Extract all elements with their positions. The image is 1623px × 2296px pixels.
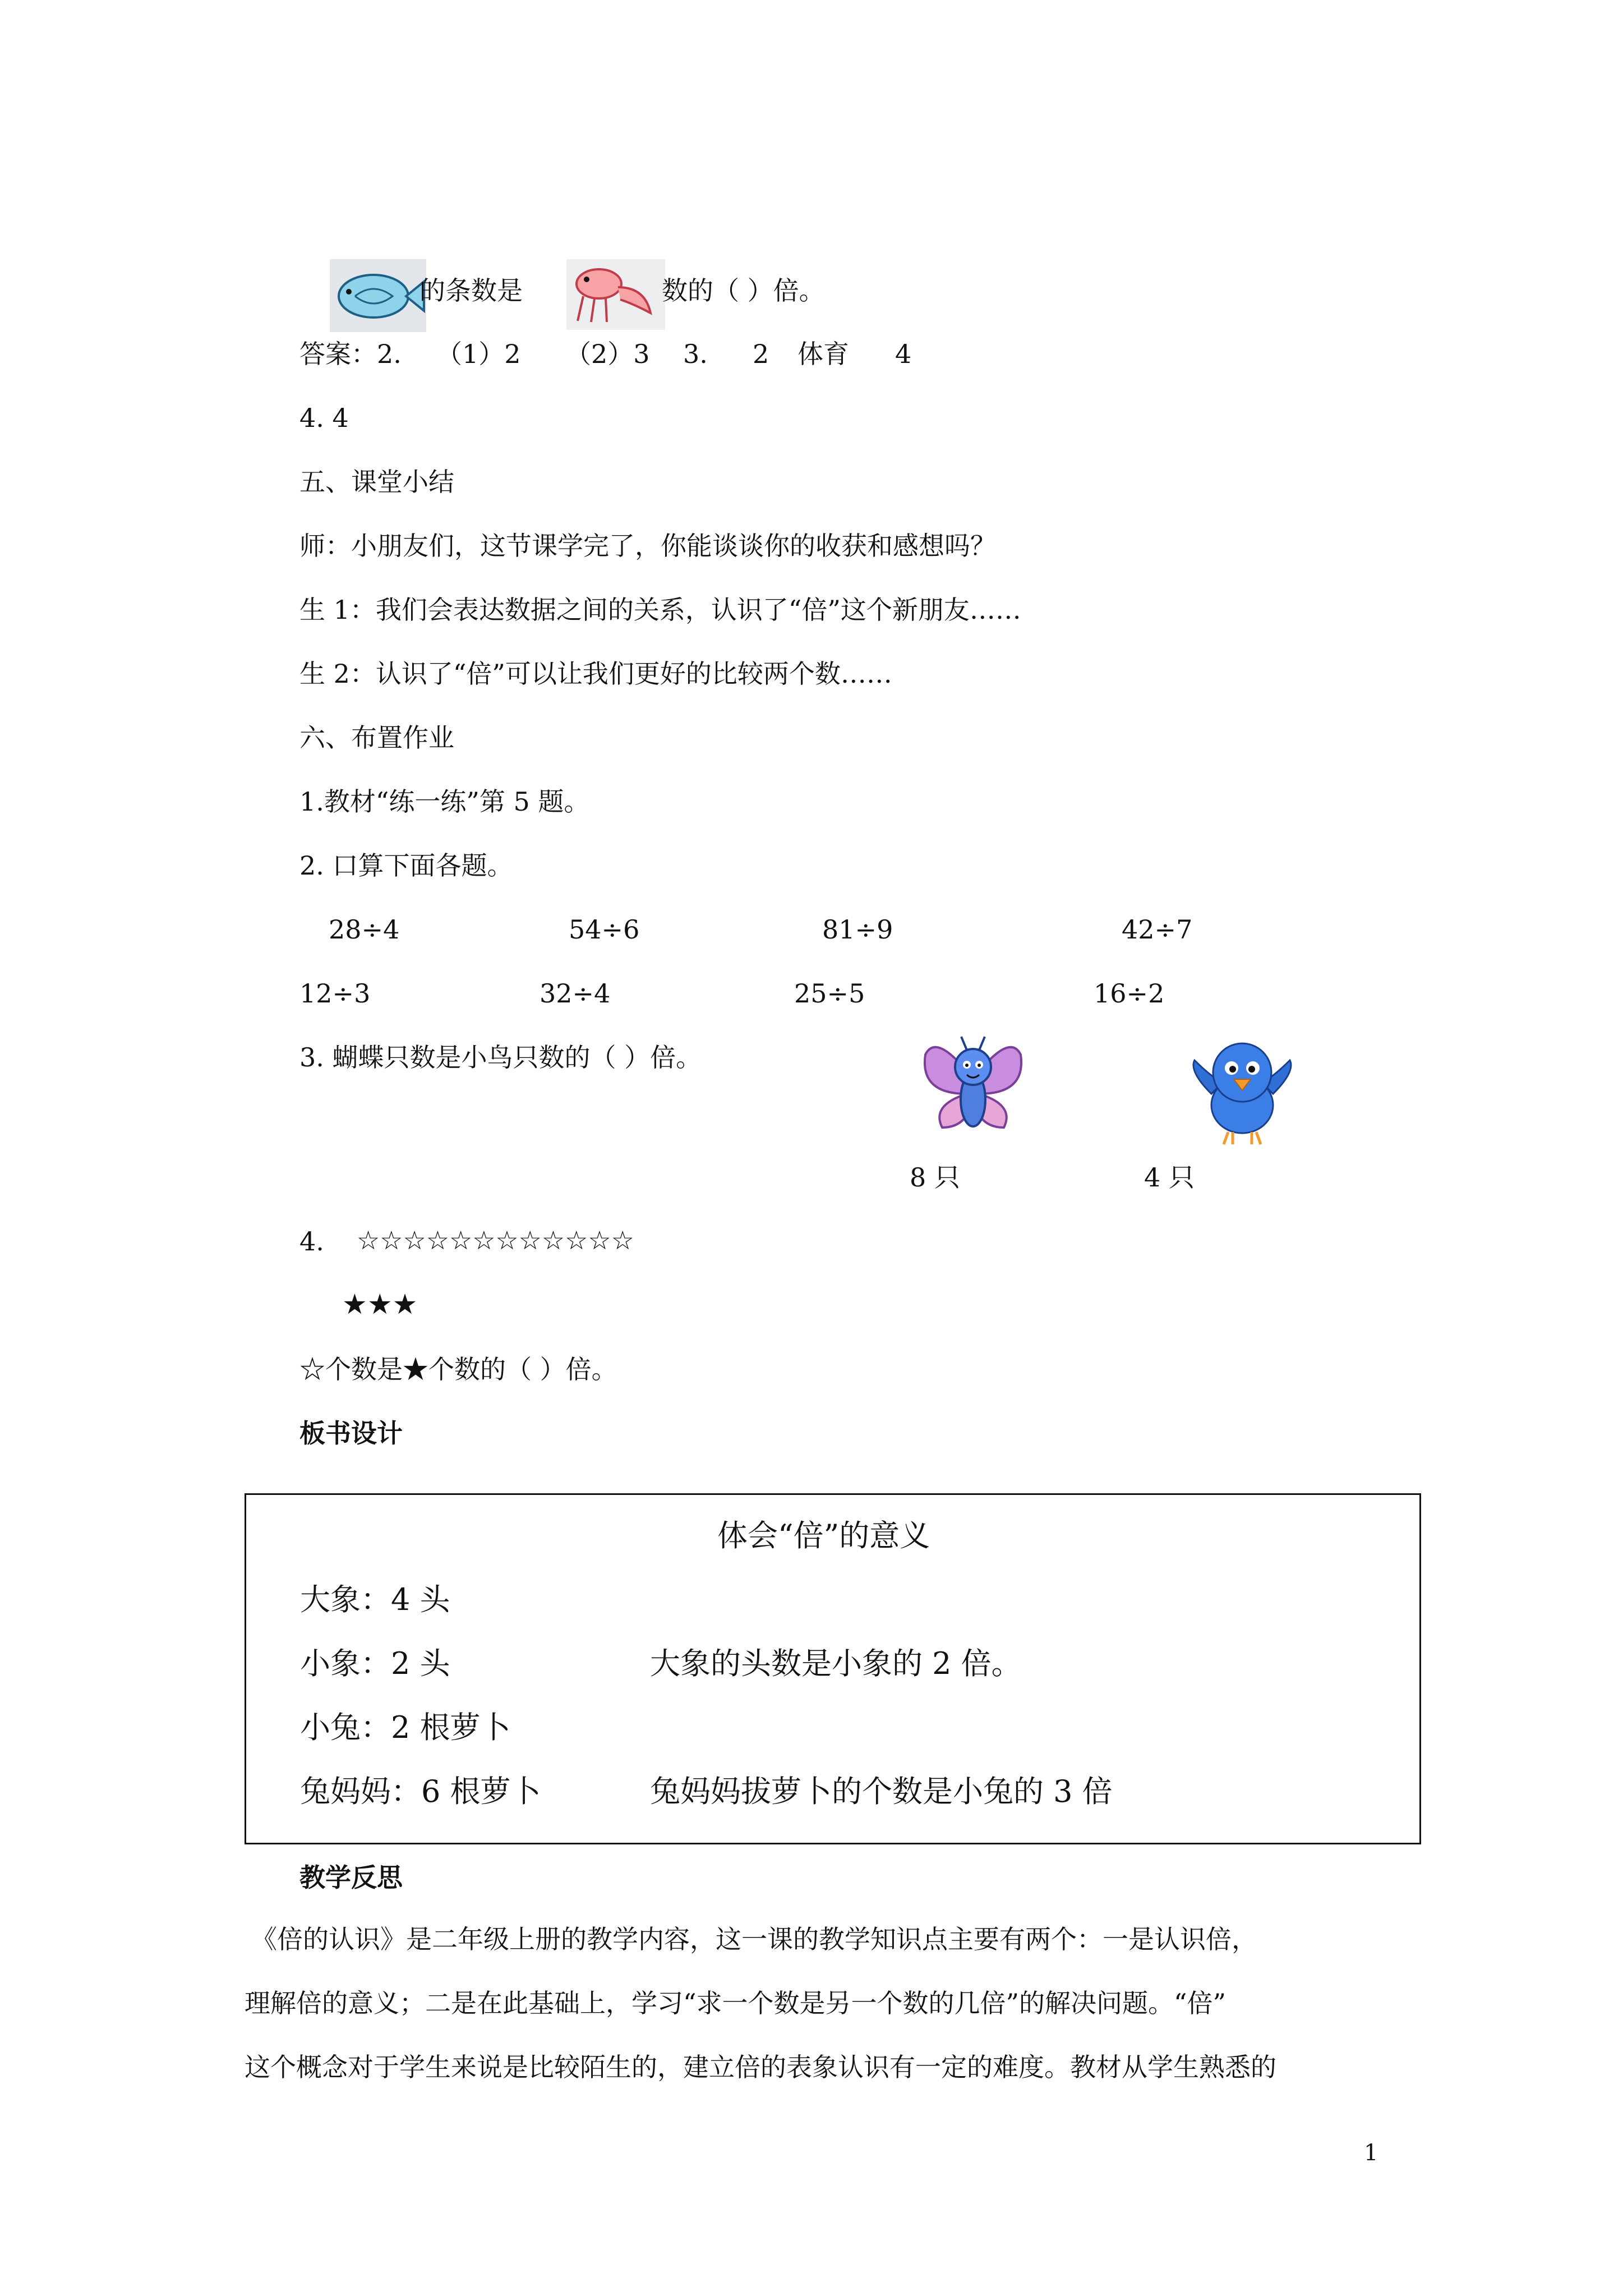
homework-1: 1.教材“练一练”第 5 题。 [299, 786, 590, 817]
answer-item-3: 3. [683, 339, 708, 369]
calc-item: 32÷4 [540, 978, 611, 1009]
answer-item-1: （1）2 [436, 339, 521, 369]
reflection-line: 理解倍的意义；二是在此基础上，学习“求一个数是另一个数的几倍”的解决问题。“倍” [245, 1988, 1227, 2018]
homework-4-question: ☆个数是★个数的（ ）倍。 [299, 1354, 617, 1384]
section-6-title: 六、布置作业 [299, 723, 454, 753]
board-title: 体会“倍”的意义 [717, 1518, 930, 1553]
student-1-line: 生 1：我们会表达数据之间的关系，认识了“倍”这个新朋友…… [299, 595, 1021, 625]
answer-line-2: 4. 4 [299, 403, 349, 433]
reflection-paragraph [245, 1907, 1377, 2099]
answer-label: 答案：2. [299, 339, 402, 369]
calc-item: 16÷2 [1094, 978, 1165, 1009]
homework-3: 3. 蝴蝶只数是小鸟只数的（ ）倍。 [299, 1042, 702, 1073]
bird-icon [1189, 1032, 1295, 1150]
black-stars: ★★★ [342, 1288, 418, 1320]
white-stars: ☆☆☆☆☆☆☆☆☆☆☆☆ [357, 1225, 634, 1255]
calc-item: 28÷4 [329, 914, 400, 945]
calc-item: 81÷9 [822, 914, 893, 945]
reflection-title: 教学反思 [299, 1862, 403, 1893]
bird-count: 4 只 [1144, 1162, 1195, 1193]
board-row-left: 大象：4 头 [300, 1582, 450, 1617]
teacher-line: 师：小朋友们，这节课学完了，你能谈谈你的收获和感想吗？ [299, 531, 996, 561]
board-row-right: 大象的头数是小象的 2 倍。 [650, 1646, 1022, 1681]
answer-item-6: 4 [895, 339, 912, 369]
reflection-line: 这个概念对于学生来说是比较陌生的，建立倍的表象认识有一定的难度。教材从学生熟悉的 [245, 2052, 1276, 2082]
section-5-title: 五、课堂小结 [299, 467, 454, 497]
answer-item-2: （2）3 [565, 339, 650, 369]
answer-item-4: 2 [753, 339, 769, 369]
calc-item: 54÷6 [569, 914, 640, 945]
reflection-line: 《倍的认识》是二年级上册的教学内容，这一课的教学知识点主要有两个：一是认识倍， [251, 1924, 1257, 1954]
calc-item: 42÷7 [1122, 914, 1193, 945]
calc-item: 25÷5 [794, 978, 865, 1009]
butterfly-icon [920, 1032, 1026, 1133]
board-row-left: 小兔：2 根萝卜 [300, 1710, 511, 1745]
board-row-right: 兔妈妈拔萝卜的个数是小兔的 3 倍 [650, 1774, 1113, 1809]
shrimp-icon [566, 259, 665, 330]
board-design-box [245, 1493, 1421, 1844]
page-number: 1 [1364, 2140, 1378, 2166]
fish-question-text-a: 的条数是 [419, 275, 523, 306]
student-2-line: 生 2：认识了“倍”可以让我们更好的比较两个数…… [299, 659, 892, 689]
board-design-title: 板书设计 [299, 1418, 403, 1448]
fish-question-text-b: 数的（ ）倍。 [662, 275, 825, 306]
homework-4-label: 4. [299, 1226, 324, 1257]
calc-item: 12÷3 [299, 978, 371, 1009]
answer-item-5: 体育 [797, 339, 849, 369]
board-row-left: 兔妈妈：6 根萝卜 [300, 1774, 541, 1809]
homework-2: 2. 口算下面各题。 [299, 850, 513, 881]
fish-icon [330, 259, 426, 332]
butterfly-count: 8 只 [910, 1162, 960, 1193]
board-row-left: 小象：2 头 [300, 1646, 450, 1681]
